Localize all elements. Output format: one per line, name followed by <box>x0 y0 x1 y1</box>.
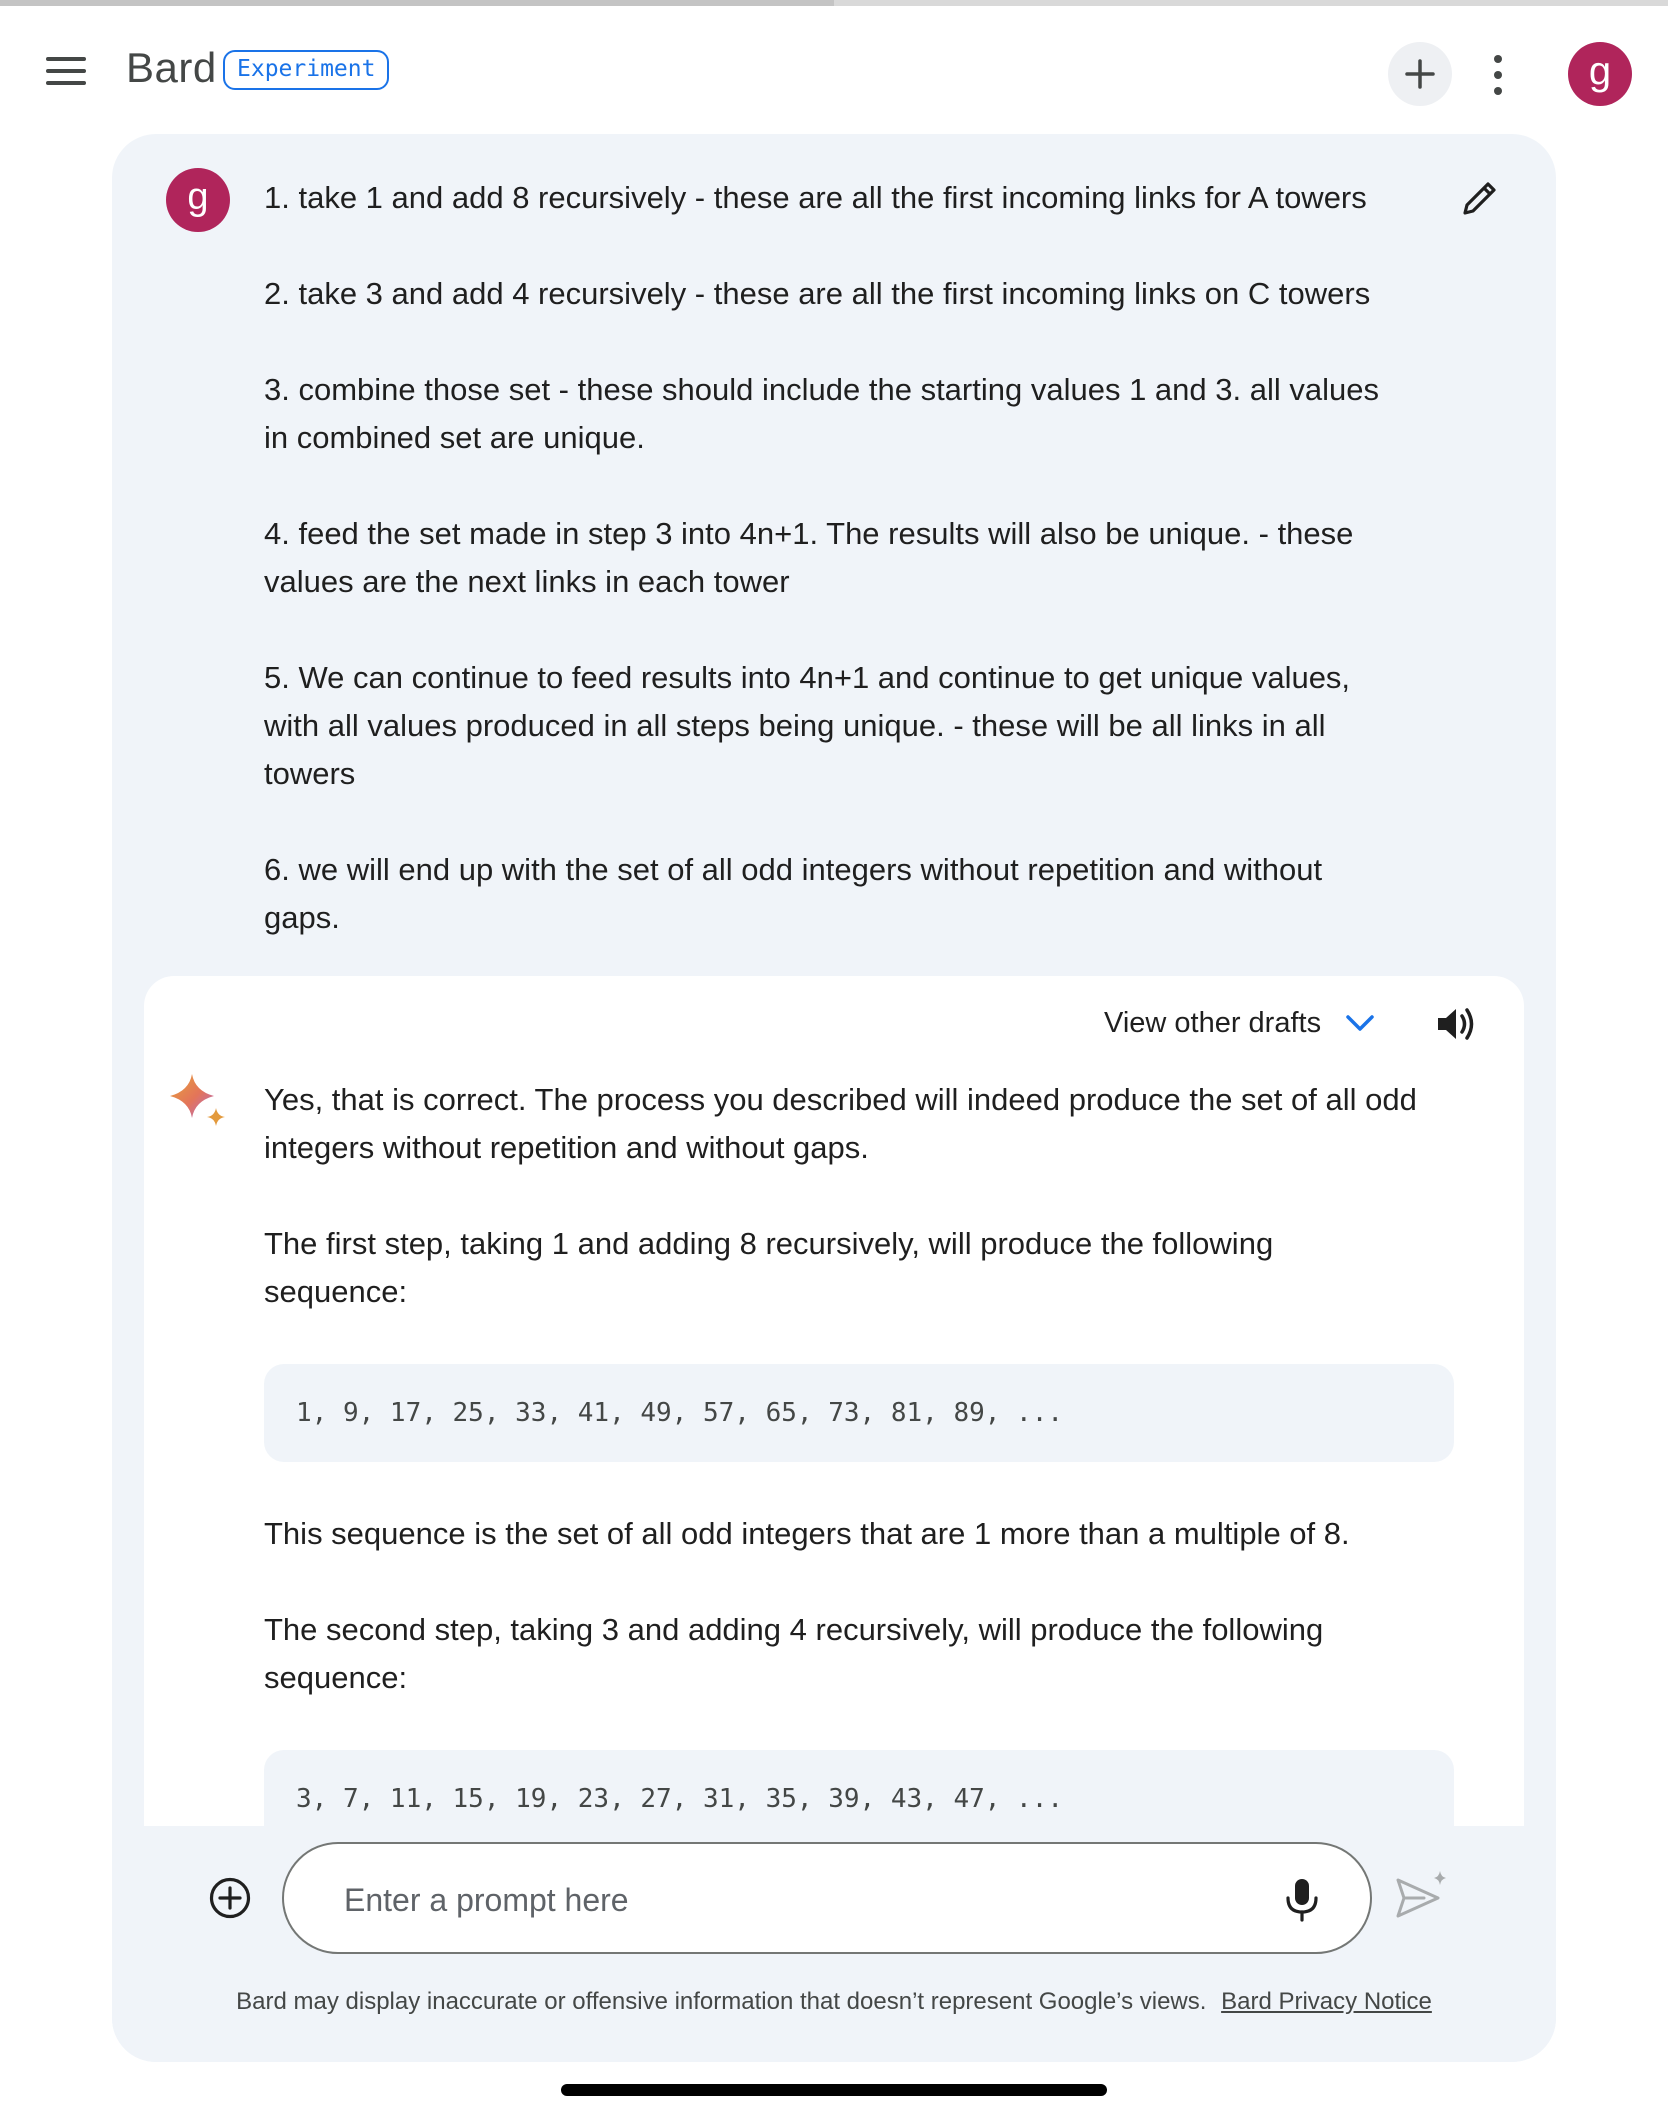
disclaimer-text: Bard may display inaccurate or offensive information that doesn’t represent Google’s views. <box>236 1988 1207 2015</box>
new-chat-button[interactable] <box>1388 42 1452 106</box>
more-options-icon[interactable] <box>1476 50 1520 100</box>
speaker-icon <box>1435 1004 1477 1044</box>
privacy-notice-link[interactable]: Bard Privacy Notice <box>1221 1988 1432 2015</box>
bard-sparkle-icon <box>168 1072 232 1136</box>
send-icon[interactable] <box>1394 1868 1450 1920</box>
user-prompt-line: 2. take 3 and add 4 recursively - these are all the first incoming links on C towers <box>264 276 1371 311</box>
response-card <box>144 976 1524 1826</box>
response-paragraph: Yes, that is correct. The process you described will indeed produce the set of all odd integers without repetition and without gaps. <box>264 1082 1417 1165</box>
user-prompt-line: 3. combine those set - these should include the starting values 1 and 3. all values in combined set are unique. <box>264 372 1379 455</box>
view-other-drafts-button[interactable] <box>1104 998 1375 1048</box>
plus-icon <box>1403 57 1437 91</box>
response-paragraph: The first step, taking 1 and adding 8 recursively, will produce the following sequence: <box>264 1226 1274 1309</box>
user-avatar: g <box>166 168 230 232</box>
menu-icon[interactable] <box>46 46 96 96</box>
user-prompt <box>264 174 1404 942</box>
user-prompt-line: 4. feed the set made in step 3 into 4n+1. The results will also be unique. - these values are the next links in each tower <box>264 516 1354 599</box>
code-block: 1, 9, 17, 25, 33, 41, 49, 57, 65, 73, 81, 89, ... <box>264 1364 1454 1462</box>
user-prompt-line: 6. we will end up with the set of all odd integers without repetition and without gaps. <box>264 852 1323 935</box>
account-avatar[interactable]: g <box>1568 42 1632 106</box>
prompt-input[interactable] <box>344 1872 1244 1928</box>
prompt-area <box>112 1826 1556 2062</box>
response-paragraph: This sequence is the set of all odd integers that are 1 more than a multiple of 8. <box>264 1516 1350 1551</box>
experiment-badge: Experiment <box>223 50 389 90</box>
prompt-box <box>282 1842 1372 1954</box>
drafts-label: View other drafts <box>1104 1006 1322 1039</box>
user-prompt-line: 5. We can continue to feed results into 4n+1 and continue to get unique values, with all values produced in all steps being unique. - these will be all links in all towers <box>264 660 1351 791</box>
chevron-down-icon <box>1345 1013 1375 1033</box>
user-prompt-line: 1. take 1 and add 8 recursively - these are all the first incoming links for A towers <box>264 180 1367 215</box>
add-attachment-icon[interactable] <box>208 1876 252 1920</box>
app-header <box>0 6 1668 130</box>
response-text <box>264 1076 1424 1826</box>
conversation-card <box>112 134 1556 2062</box>
code-block: 3, 7, 11, 15, 19, 23, 27, 31, 35, 39, 43, 47, ... <box>264 1750 1454 1826</box>
edit-prompt-button[interactable] <box>1452 170 1508 226</box>
response-paragraph: The second step, taking 3 and adding 4 recursively, will produce the following sequence: <box>264 1612 1324 1695</box>
home-indicator[interactable] <box>561 2084 1107 2096</box>
microphone-icon[interactable] <box>1280 1876 1324 1924</box>
read-aloud-button[interactable] <box>1430 998 1482 1050</box>
pencil-icon <box>1459 177 1501 219</box>
disclaimer <box>112 1988 1556 2016</box>
brand-name: Bard <box>126 44 217 91</box>
